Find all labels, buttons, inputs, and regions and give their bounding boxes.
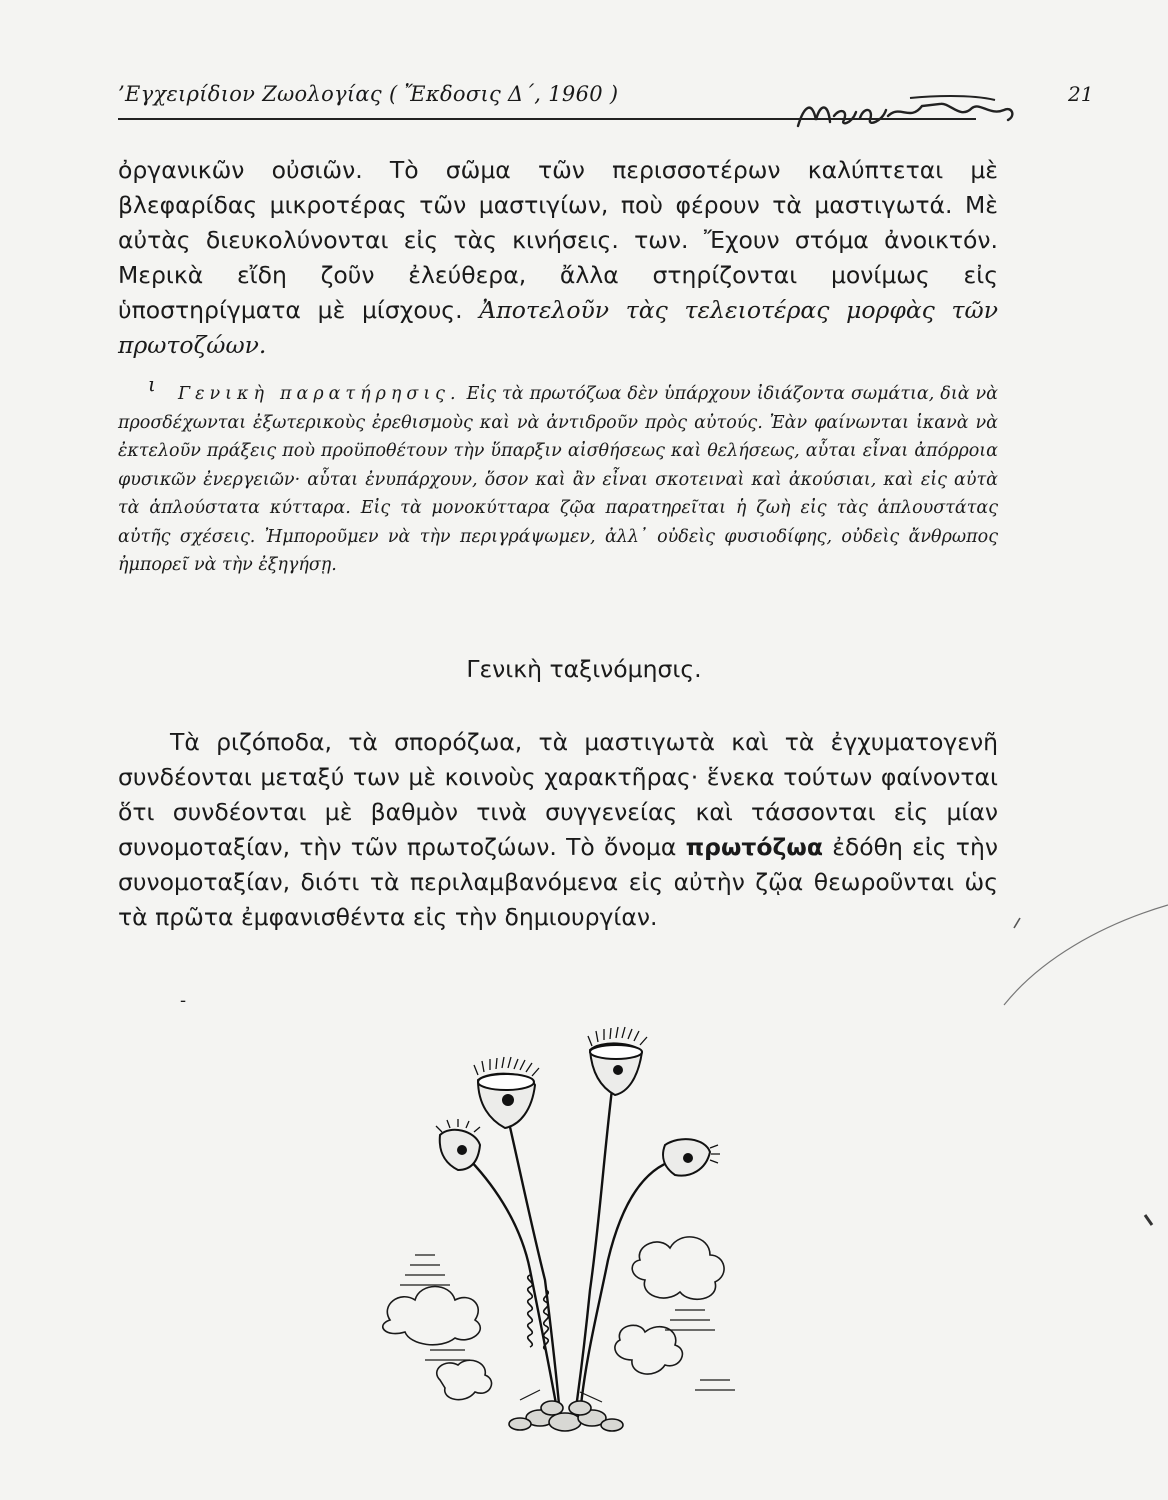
note-text: Εἰς τὰ πρωτόζωα δὲν ὑπάρχουν ἰδιάζοντα σωμάτια, διὰ νὰ προσδέχωνται ἐξωτερικοὺς ἐρεθισμοὺς καὶ νὰ ἀντιδροῦν πρὸς αὐτούς. Ἐὰν φαίνωνται ἱκανὰ νὰ ἐκτελοῦν πράξεις ποὺ προϋποθέτουν τὴν ὕπαρξιν αἰσθήσεως καὶ θελήσεως, αὗται εἶναι ἀπόρροια φυσικῶν ἐνεργειῶν· αὗται ἐνυπάρχουν, ὅσον καὶ ἂν εἶναι σκοτειναὶ καὶ ἀκούσιαι, καὶ εἰς αὐτὰ τὰ ἁπλούστατα κύτταρα. Εἰς τὰ μονοκύτταρα ζῷα παρατηρεῖται ἡ ζωὴ εἰς τὰς ἁπλουστάτας αὐτῆς σχέσεις. Ἠμποροῦμεν νὰ τὴν περιγράψωμεν, ἀλλ᾽ οὐδεὶς φυσιοδίφης, οὐδεὶς ἄνθρωπος ἠμπορεῖ νὰ τὴν ἐξηγήσῃ.: [118, 384, 998, 575]
base-cluster: [509, 1401, 623, 1431]
paragraph-2-before: Τὰ ριζόποδα, τὰ σπορόζωα, τὰ μαστιγωτὰ καὶ τὰ ἐγχυματογενῆ συνδέονται μεταξύ των μὲ κοινοὺς χαρακτῆρας· ἕνεκα τούτων φαίνονται ὅτι συνδέονται μὲ βαθμὸν τινὰ συγγενείας καὶ τάσσονται εἰς μίαν συνομοταξίαν, τὴν τῶν πρωτοζώων. Τὸ ὄνομα: [118, 728, 998, 861]
vorticella-illustration: [370, 1020, 750, 1450]
paragraph-2-after: ἐδόθη εἰς τὴν συνομοταξίαν, διότι τὰ περιλαμβανόμενα εἰς αὐτὴν ζῷα θεωροῦνται ὡς τὰ πρῶτα ἐμφανισθέντα εἰς τὴν δημιουργίαν.: [118, 833, 998, 931]
paragraph-2: [118, 725, 998, 935]
margin-dash: -: [180, 990, 187, 1011]
note-label: Γενικὴ παρατήρησις.: [178, 384, 461, 404]
paragraph-2-bold: πρωτόζωα: [685, 833, 823, 861]
header-title: ’Εγχειρίδιον Ζωολογίας ( Ἔκδοσις Δ΄, 1960 ): [118, 82, 619, 106]
note-paragraph: [118, 380, 998, 580]
page-number: 21: [1068, 82, 1094, 106]
paragraph-1-regular: ὀργανικῶν οὐσιῶν. Τὸ σῶμα τῶν περισσοτέρων καλύπτεται μὲ βλεφαρίδας μικροτέρας τῶν μαστιγίων, ποὺ φέρουν τὰ μαστιγωτά. Μὲ αὐτὰς διευκολύνονται εἰς τὰς κινήσεις. των. Ἔχουν στόμα ἀνοικτόν. Μερικὰ εἴδη ζοῦν ἐλεύθερα, ἄλλα στηρίζονται μονίμως εἰς ὑποστηρίγματα μὲ μίσχους.: [118, 156, 998, 324]
hatching-lines: [400, 1255, 735, 1402]
section-heading: Γενικὴ ταξινόμησις.: [466, 655, 702, 683]
paragraph-1: [118, 153, 998, 363]
note-mark: ι: [148, 372, 156, 396]
paragraph-1-italic: Ἀποτελοῦν τὰς τελειοτέρας μορφὰς τῶν πρωτοζώων.: [118, 296, 998, 359]
zooid-bells: [436, 1027, 720, 1176]
background-cloud-shapes: [383, 1237, 724, 1400]
handwritten-signature: [790, 86, 1020, 136]
